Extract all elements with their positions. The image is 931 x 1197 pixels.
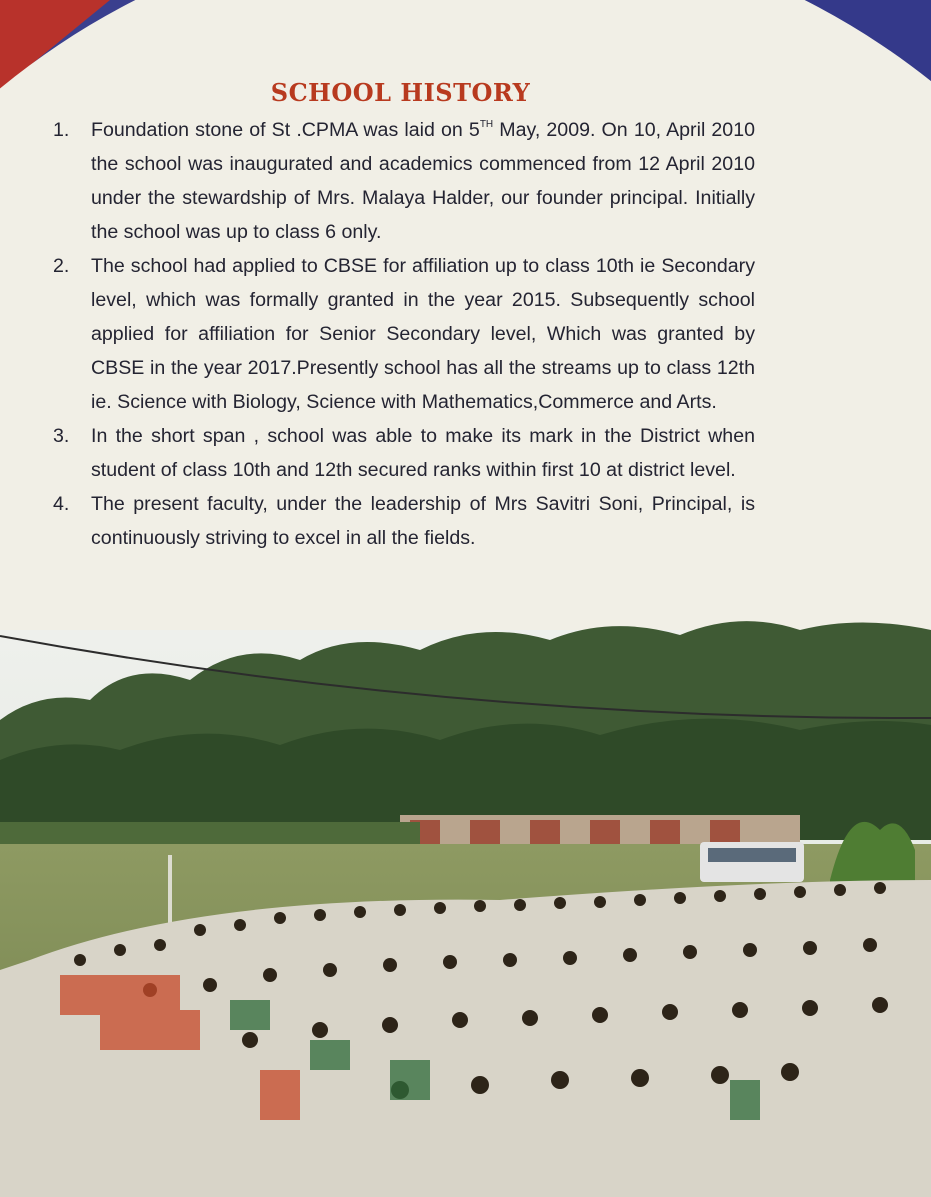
item-text: The school had applied to CBSE for affiliation up to class 10th ie Secondary level, which was formally granted in the year 2015. Subsequently school applied for affiliation for Senior Secondary level, Which was granted by CBSE in the year 2017.Presently school has all the streams up to class 12th ie. Science with Biology, Science with Mathematics,Commerce and Arts. — [91, 255, 755, 413]
school-assembly-photo — [0, 621, 931, 1197]
item-number: 1. — [53, 119, 70, 141]
item-text: In the short span , school was able to make its mark in the District when student of class 10th and 12th secured ranks within first 10 at district level. — [91, 425, 755, 481]
history-item-3 — [40, 419, 755, 487]
school-history-section — [40, 78, 755, 555]
ordinal-suffix: TH — [479, 119, 494, 130]
history-item-4 — [40, 487, 755, 555]
item-text-start: Foundation stone of St .CPMA was laid on 5 — [91, 119, 480, 141]
history-list — [40, 113, 755, 555]
item-number: 4. — [53, 493, 70, 515]
item-number: 2. — [53, 255, 70, 277]
history-item-2 — [40, 249, 755, 419]
history-item-1 — [40, 113, 755, 249]
item-number: 3. — [53, 425, 70, 447]
item-text: The present faculty, under the leadership of Mrs Savitri Soni, Principal, is continuously striving to excel in all the fields. — [91, 493, 755, 549]
item-text-end: May, 2009. On 10, April 2010 the school was inaugurated and academics commenced from 12 April 2010 under the stewardship of Mrs. Malaya Halder, our founder principal. Initially the school was up to class 6 only. — [91, 119, 756, 243]
page-title: SCHOOL HISTORY — [270, 78, 531, 107]
